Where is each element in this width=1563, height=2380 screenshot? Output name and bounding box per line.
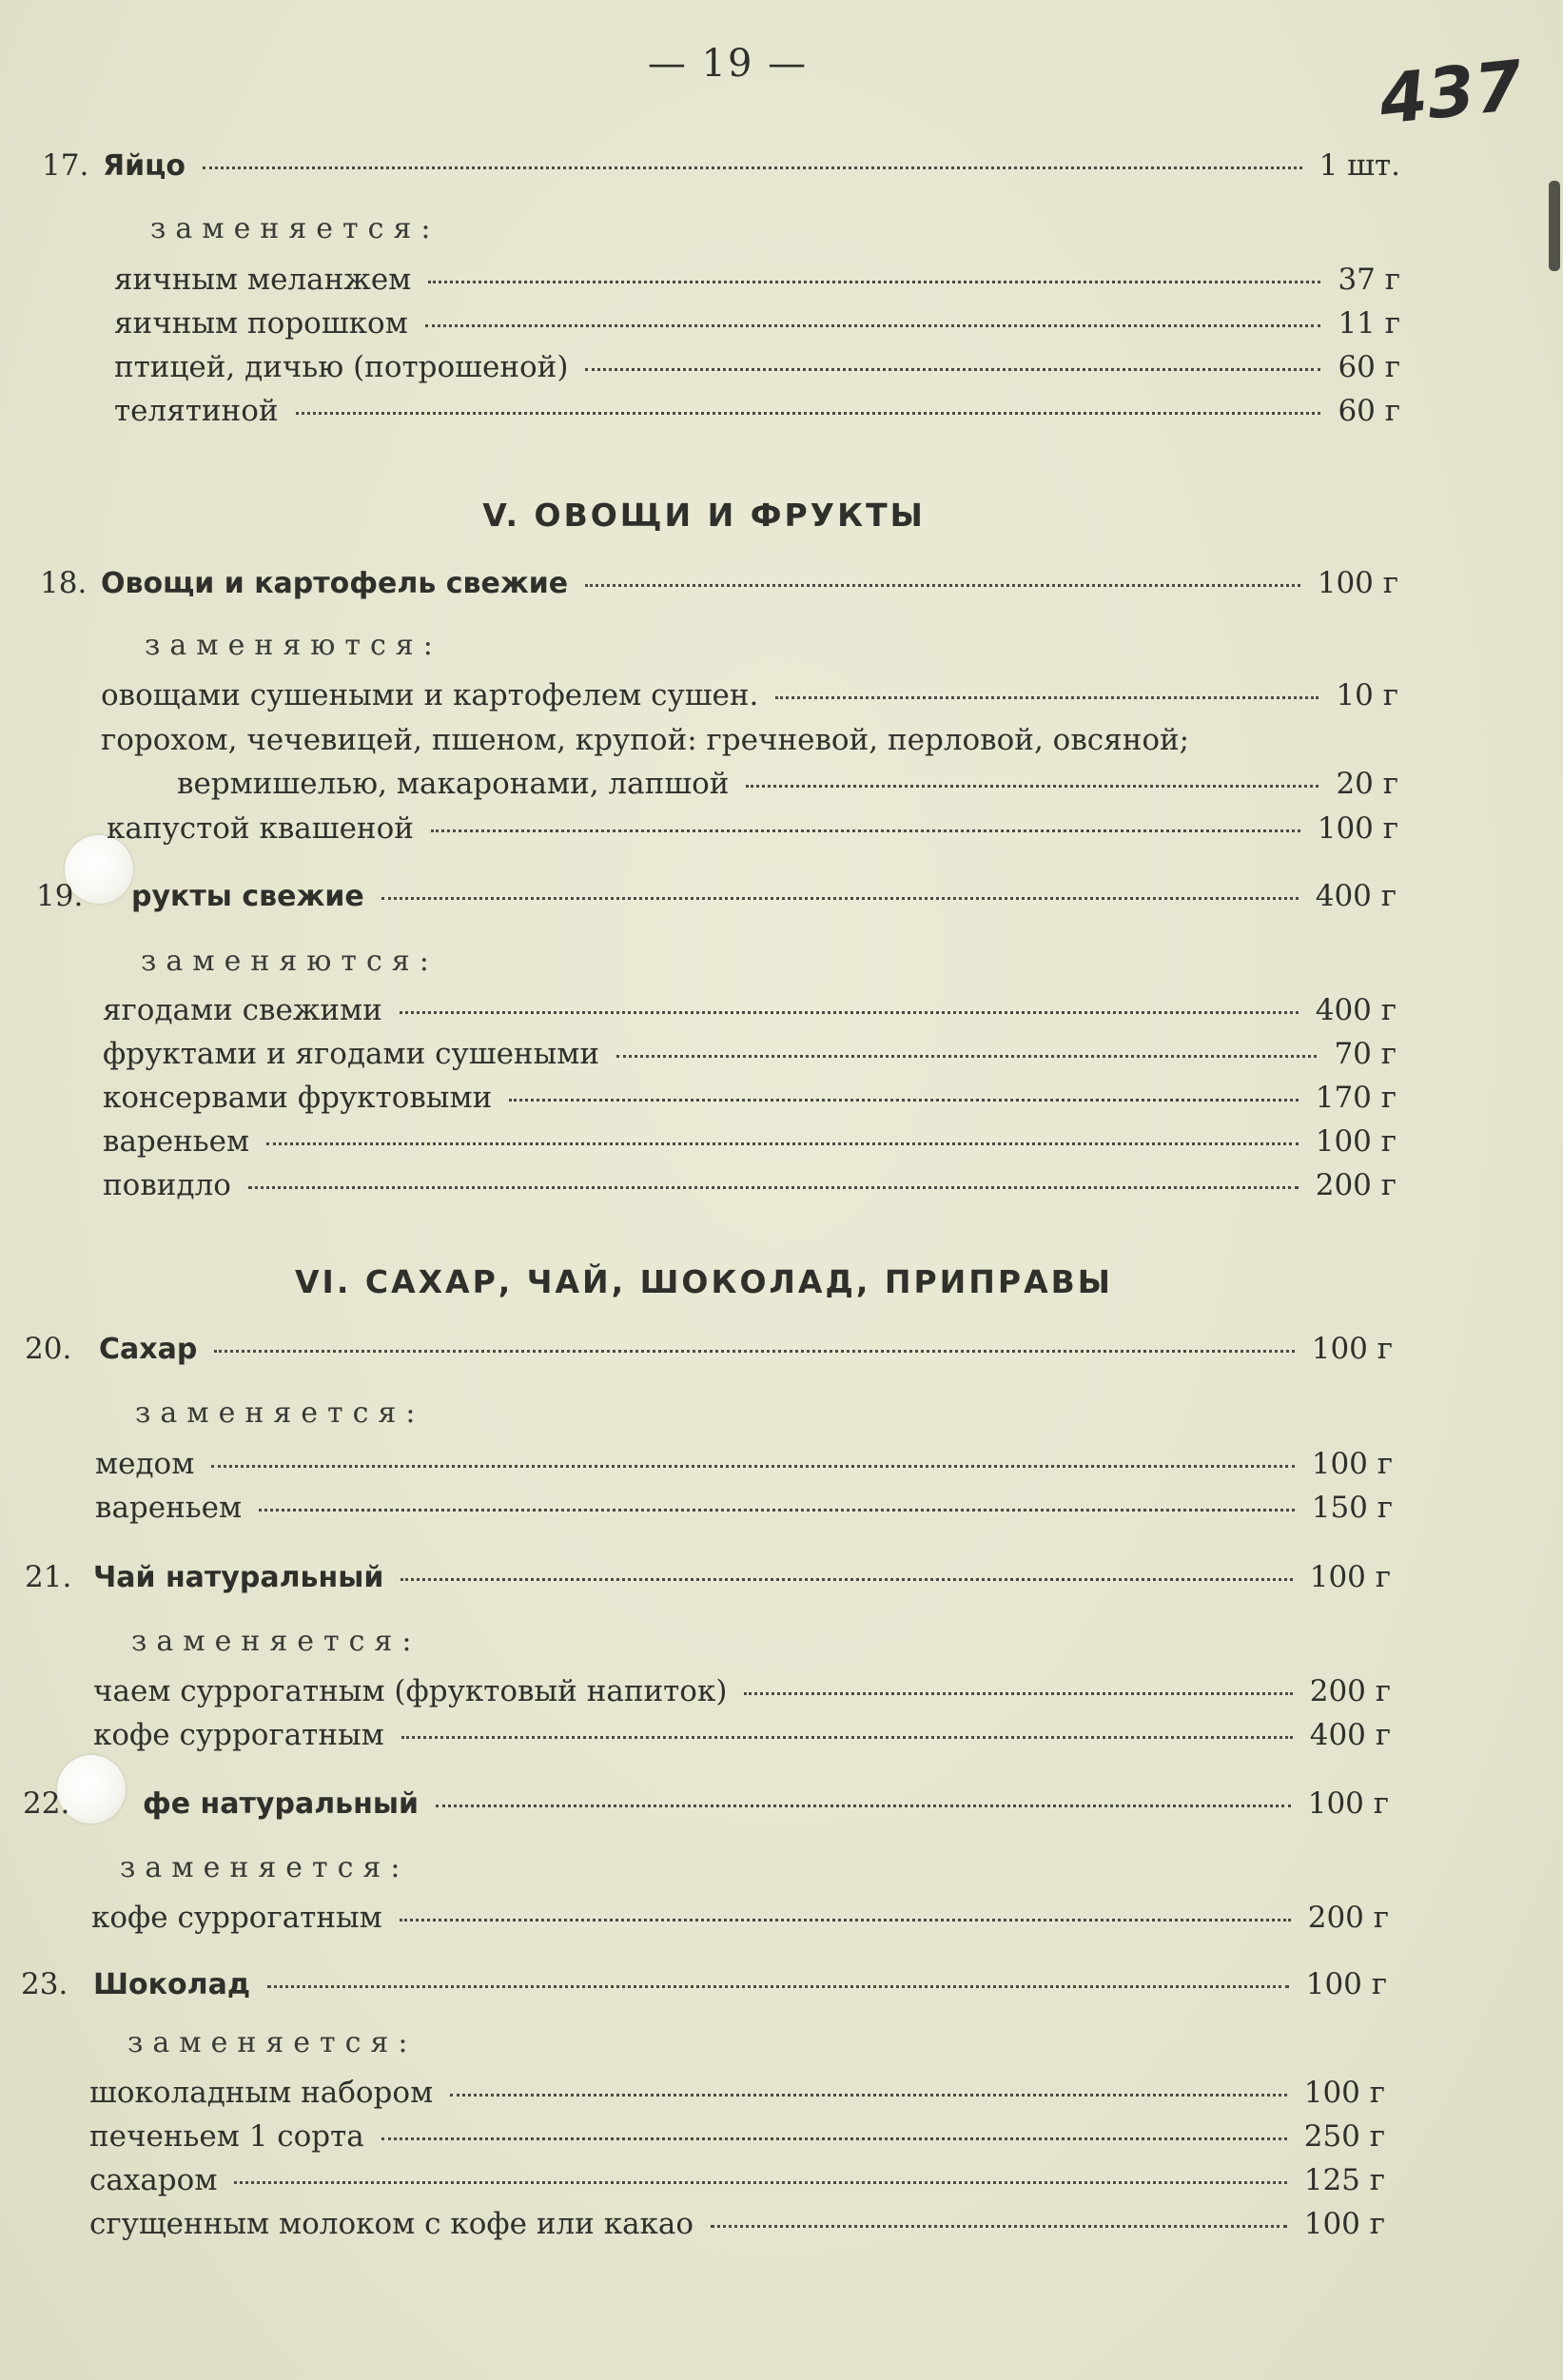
replacement-row: [114, 394, 1400, 436]
replacement-label: телятиной: [114, 394, 279, 428]
replacement-label: овощами сушеными и картофелем сушен.: [101, 678, 759, 712]
dot-leader: [616, 1055, 1317, 1058]
item-label: Сахар: [99, 1333, 198, 1366]
item-18-row: [40, 566, 1398, 608]
dot-leader: [746, 785, 1319, 788]
item-22-row: [23, 1786, 1389, 1828]
item-value: 100 г: [1305, 1967, 1387, 2001]
replacement-label: шоколадным набором: [89, 2076, 434, 2110]
replacement-value: 400 г: [1315, 993, 1397, 1027]
replacement-heading: заменяются:: [145, 629, 442, 662]
replacement-row: [101, 678, 1398, 720]
dot-leader: [585, 368, 1320, 371]
replacement-label: капустой квашеной: [107, 811, 414, 846]
replacement-row: [95, 1491, 1393, 1532]
replacement-row: [93, 1674, 1391, 1716]
replacement-value: 70 г: [1334, 1037, 1397, 1071]
item-value: 100 г: [1307, 1786, 1389, 1821]
replacement-heading: заменяется:: [127, 2026, 418, 2059]
replacement-label: кофе суррогатным: [91, 1901, 382, 1935]
replacement-label: вареньем: [95, 1491, 243, 1525]
replacement-row: [89, 2207, 1385, 2249]
item-value: 100 г: [1309, 1560, 1391, 1594]
replacement-label: фруктами и ягодами сушеными: [103, 1037, 600, 1071]
dot-leader: [296, 412, 1321, 415]
replacement-row: [89, 2163, 1385, 2205]
dot-leader: [381, 897, 1299, 900]
replacement-label: птицей, дичью (потрошеной): [114, 350, 569, 384]
dot-leader: [775, 696, 1319, 699]
item-number: 17.: [42, 148, 89, 183]
dot-leader: [248, 1186, 1299, 1189]
dot-leader: [401, 1736, 1293, 1739]
replacement-row: [103, 1168, 1397, 1210]
replacement-label: вареньем: [103, 1124, 250, 1159]
replacement-row: [103, 1081, 1397, 1122]
replacement-value: 100 г: [1303, 2076, 1385, 2110]
replacement-label: яичным меланжем: [114, 263, 412, 297]
section-title: VI. САХАР, ЧАЙ, ШОКОЛАД, ПРИПРАВЫ: [295, 1263, 1113, 1300]
item-21-row: [25, 1560, 1391, 1602]
replacement-value: 37 г: [1338, 263, 1400, 297]
edge-stamp-mark: [1549, 181, 1560, 271]
section-title: V. ОВОЩИ И ФРУКТЫ: [482, 497, 926, 534]
replacement-value: 150 г: [1311, 1491, 1393, 1525]
replacement-row: [103, 993, 1397, 1035]
archive-handwritten-number: 437: [1376, 45, 1527, 140]
replacement-row: [177, 767, 1398, 809]
dot-leader: [381, 2137, 1287, 2140]
replacement-value: 200 г: [1307, 1901, 1389, 1935]
replacement-row: [114, 263, 1400, 304]
replacement-label: консервами фруктовыми: [103, 1081, 493, 1115]
replacement-heading: заменяются:: [141, 945, 439, 978]
replacement-value: 400 г: [1309, 1718, 1391, 1752]
dot-leader: [436, 1805, 1291, 1807]
dot-leader: [400, 1011, 1299, 1014]
item-label: Овощи и картофель свежие: [101, 567, 569, 600]
replacement-value: 100 г: [1315, 1124, 1397, 1159]
item-label: рукты свежие: [131, 880, 364, 913]
replacement-row: [107, 811, 1398, 853]
replacement-heading: заменяется:: [135, 1396, 425, 1430]
replacement-label: сгущенным молоком с кофе или какао: [89, 2207, 694, 2241]
item-number: 19.: [36, 879, 84, 913]
replacement-label: печеньем 1 сорта: [89, 2119, 364, 2154]
item-number: 23.: [21, 1967, 68, 2001]
dot-leader: [400, 1919, 1291, 1922]
dot-leader: [428, 281, 1320, 283]
item-17-row: [42, 148, 1400, 190]
item-20-row: [25, 1332, 1393, 1374]
replacement-row: [91, 1901, 1389, 1942]
item-value: 100 г: [1311, 1332, 1393, 1366]
replacement-value: 11 г: [1338, 306, 1400, 341]
item-label: Шоколад: [93, 1968, 251, 2001]
replacement-heading: заменяется:: [150, 212, 440, 245]
dot-leader: [744, 1692, 1292, 1695]
page-number: — 19 —: [647, 42, 809, 86]
item-23-row: [21, 1967, 1387, 2009]
replacement-row: [114, 350, 1400, 392]
item-number: 20.: [25, 1332, 72, 1366]
replacement-value: 60 г: [1338, 394, 1400, 428]
replacement-value: 100 г: [1311, 1447, 1393, 1481]
item-number: 18.: [40, 566, 88, 600]
dot-leader: [450, 2094, 1287, 2097]
replacement-row: [93, 1718, 1391, 1760]
item-value: 100 г: [1317, 566, 1398, 600]
replacement-heading: заменяется:: [120, 1851, 410, 1884]
item-value: 400 г: [1315, 879, 1397, 913]
item-19-row: [36, 879, 1397, 921]
replacement-value: 200 г: [1309, 1674, 1391, 1708]
item-label: Яйцо: [103, 149, 186, 183]
item-number: 21.: [25, 1560, 72, 1594]
replacement-row: [103, 1124, 1397, 1166]
replacement-row: [89, 2119, 1385, 2161]
replacement-value: 125 г: [1303, 2163, 1385, 2197]
dot-leader: [431, 829, 1300, 832]
replacement-text-line: горохом, чечевицей, пшеном, крупой: гречневой, перловой, овсяной;: [101, 723, 1190, 757]
dot-leader: [259, 1509, 1295, 1512]
replacement-label: медом: [95, 1447, 195, 1481]
dot-leader: [425, 324, 1321, 327]
dot-leader: [711, 2225, 1287, 2228]
replacement-heading: заменяется:: [131, 1625, 421, 1658]
dot-leader: [401, 1578, 1292, 1581]
replacement-row: [95, 1447, 1393, 1489]
item-label: Чай натуральный: [93, 1561, 384, 1594]
replacement-label: вермишелью, макаронами, лапшой: [177, 767, 730, 801]
replacement-label: яичным порошком: [114, 306, 408, 341]
replacement-value: 100 г: [1317, 811, 1398, 846]
dot-leader: [214, 1350, 1294, 1353]
item-label: фе натуральный: [143, 1787, 420, 1821]
replacement-value: 170 г: [1315, 1081, 1397, 1115]
replacement-value: 60 г: [1338, 350, 1400, 384]
dot-leader: [267, 1985, 1289, 1988]
replacement-label: повидло: [103, 1168, 231, 1202]
dot-leader: [234, 2181, 1286, 2184]
replacement-label: чаем суррогатным (фруктовый напиток): [93, 1674, 728, 1708]
replacement-label: ягодами свежими: [103, 993, 382, 1027]
replacement-label: кофе суррогатным: [93, 1718, 384, 1752]
item-number: 22.: [23, 1786, 70, 1821]
replacement-row: [103, 1037, 1397, 1079]
replacement-value: 20 г: [1336, 767, 1398, 801]
replacement-value: 100 г: [1303, 2207, 1385, 2241]
dot-leader: [203, 166, 1302, 169]
dot-leader: [211, 1465, 1294, 1468]
replacement-label: сахаром: [89, 2163, 218, 2197]
item-value: 1 шт.: [1319, 148, 1400, 183]
dot-leader: [585, 584, 1300, 587]
replacement-value: 10 г: [1336, 678, 1398, 712]
dot-leader: [266, 1142, 1299, 1145]
replacement-value: 200 г: [1315, 1168, 1397, 1202]
dot-leader: [509, 1099, 1298, 1102]
replacement-value: 250 г: [1303, 2119, 1385, 2154]
replacement-row: [114, 306, 1400, 348]
replacement-row: [89, 2076, 1385, 2117]
